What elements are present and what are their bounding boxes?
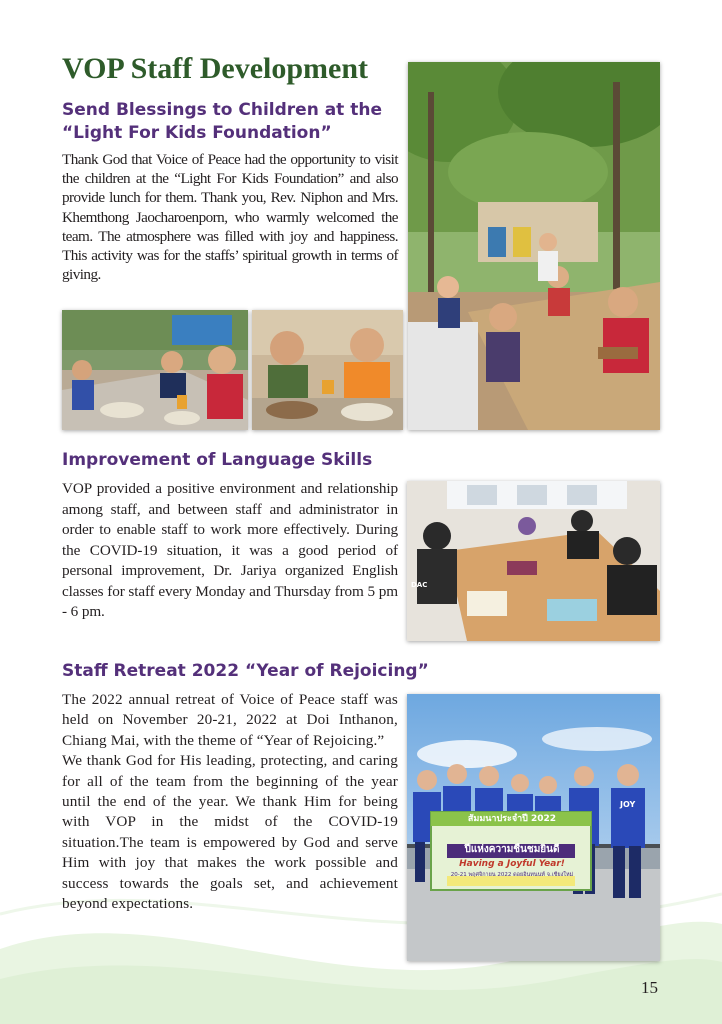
paragraph: We thank God for His leading, protecting, and caring for all of the team from the beginning of the year until the end of the year. We thank Him for being with VOP in the midst of the COVID-19 situation.The team is empowered by God and serve Him with joy that makes the work possible and success towards the goals set, and achievement beyond expectations.	[62, 752, 398, 913]
shirt-logo-text: JOY	[620, 800, 636, 809]
section-heading-staff-retreat: Staff Retreat 2022 “Year of Rejoicing”	[62, 661, 429, 681]
section-heading-light-for-kids	[62, 99, 402, 145]
retreat-banner	[433, 813, 591, 880]
paragraph: VOP provided a positive environment and relationship among staff, and between staff and administrator in order to enable staff to work more effectively. During the COVID-19 situation, it was a good period of personal improvement, Dr. Jariya organized English classes for staff every Monday and Thursday from 5 pm - 6 pm.	[62, 480, 398, 620]
photo-english-class	[407, 481, 660, 641]
page-title: VOP Staff Development	[62, 52, 369, 85]
section-body-light-for-kids	[62, 150, 398, 284]
banner-line-2: ปีแห่งความชื่นชมยินดี	[464, 844, 560, 855]
photo-children-eating	[62, 310, 248, 430]
photo-staff-retreat-group	[407, 694, 660, 961]
section-heading-language-skills: Improvement of Language Skills	[62, 450, 373, 470]
page-number: 15	[641, 978, 658, 997]
heading-line-1: Send Blessings to Children at the	[62, 100, 382, 120]
section-body-staff-retreat	[62, 690, 398, 914]
heading-line-2: “Light For Kids Foundation”	[62, 123, 332, 143]
banner-line-3: Having a Joyful Year!	[459, 859, 565, 869]
banner-line-1: สัมมนาประจำปี 2022	[467, 814, 557, 824]
photo-two-children	[252, 310, 403, 430]
banner-line-4: 20-21 พฤศจิกายน 2022 ดอยอินทนนท์ จ.เชียงใหม่	[450, 872, 574, 878]
cup-label-text: DAC	[411, 581, 428, 589]
photo-children-outdoor-lunch	[408, 62, 660, 430]
paragraph: Thank God that Voice of Peace had the opportunity to visit the children at the “Light For Kids Foundation” and also provide lunch for them. Thank you, Rev. Niphon and Mrs. Khemthong Jaocharoenporn, who warmly welcomed the team. The atmosphere was filled with joy and happiness. This activity was for the staffs’ spiritual growth in terms of giving.	[62, 151, 398, 284]
paragraph: The 2022 annual retreat of Voice of Peace staff was held on November 20-21, 2022 at Doi Inthanon, Chiang Mai, with the theme of “Year of Rejoicing.”	[62, 691, 398, 749]
section-body-language-skills	[62, 479, 398, 623]
